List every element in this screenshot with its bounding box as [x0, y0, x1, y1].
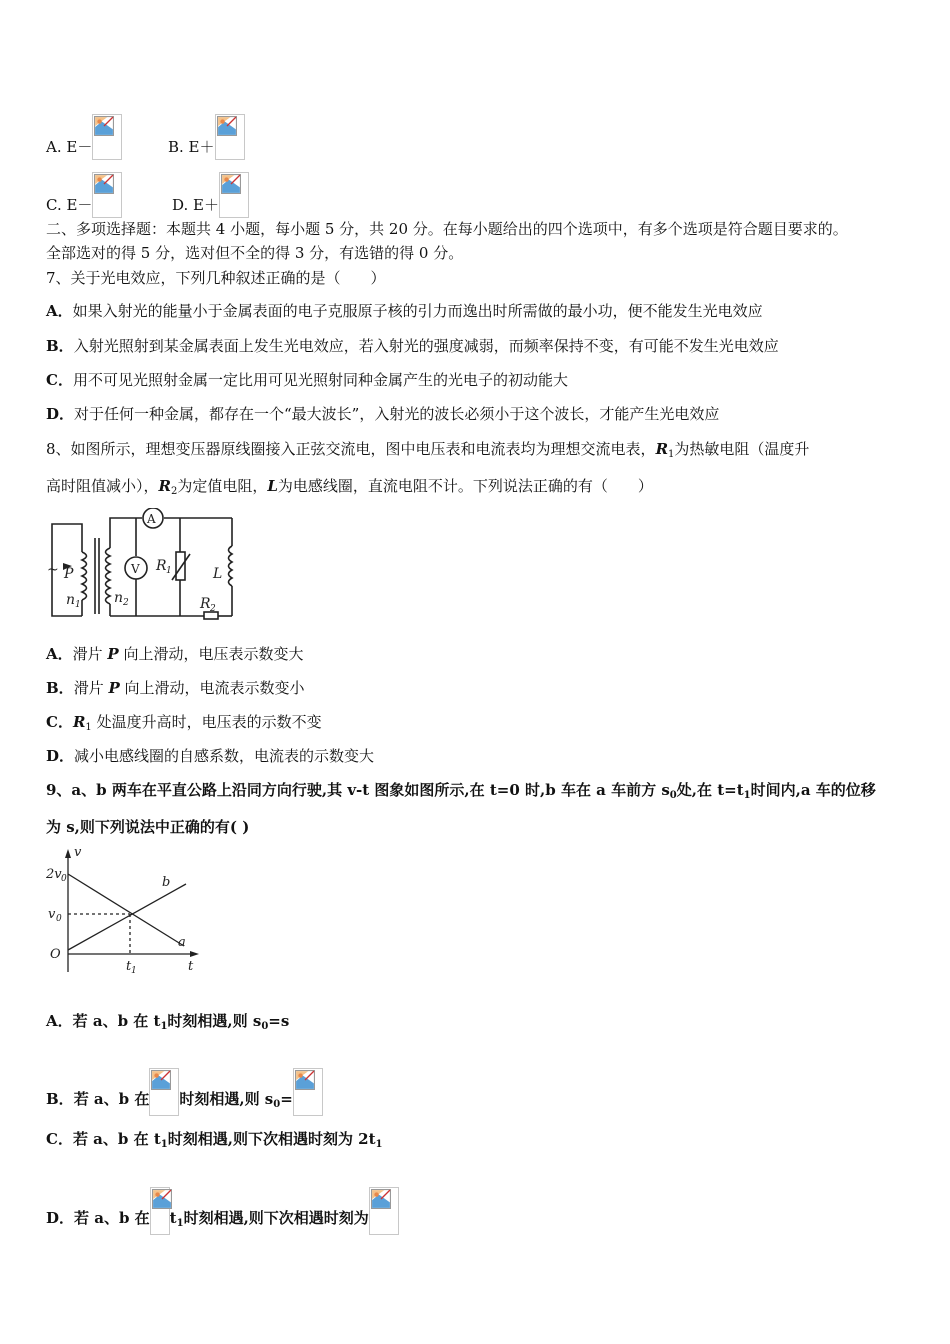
- svg-text:0: 0: [61, 874, 67, 884]
- broken-image-icon: [92, 114, 122, 160]
- broken-image-icon: [219, 172, 249, 218]
- ac-source-symbol: ~: [47, 562, 59, 578]
- svg-text:2: 2: [210, 604, 216, 614]
- q9-option-d: D．若 a、b 在 $t_1$时刻相遇,则下次相遇时刻为: [46, 1187, 399, 1235]
- q8-option-b: B．滑片 P 向上滑动，电流表示数变小: [46, 679, 305, 697]
- svg-text:0: 0: [56, 914, 62, 924]
- q8-option-a: A．滑片 P 向上滑动，电压表示数变大: [46, 645, 304, 663]
- broken-image-icon: [150, 1187, 170, 1235]
- line-b: [68, 884, 186, 950]
- q6-option-a: A. E－: [46, 114, 122, 160]
- q7-option-b: B．入射光照射到某金属表面上发生光电效应，若入射光的强度减弱，而频率保持不变，有可能不发生光电效应: [46, 337, 779, 355]
- 2v0-tick-label: 2v: [46, 867, 62, 882]
- q8-stem-line1: 8、如图所示，理想变压器原线圈接入正弦交流电，图中电压表和电流表均为理想交流电表，$R_1$为热敏电阻（温度升: [46, 440, 810, 460]
- q9-option-a: A．若 a、b 在 $t_1$时刻相遇,则 $s_0=s$: [46, 1012, 290, 1032]
- t-axis-label: t: [188, 959, 194, 974]
- q8-option-d: D．减小电感线圈的自感系数，电流表的示数变大: [46, 747, 375, 765]
- q7-stem: 7、关于光电效应，下列几种叙述正确的是（ ）: [46, 269, 386, 287]
- voltmeter-label: V: [131, 562, 140, 576]
- svg-text:1: 1: [166, 566, 172, 576]
- l-label: L: [213, 566, 223, 582]
- q6-option-b: B. E＋: [168, 114, 245, 160]
- q7-option-a: A．如果入射光的能量小于金属表面的电子克服原子核的引力而逸出时所需做的最小功，便不能发生光电效应: [46, 302, 763, 320]
- q9-option-b: B．若 a、b 在 时刻相遇,则 $s_0=$: [46, 1068, 323, 1116]
- t1-tick-label: t: [126, 959, 132, 974]
- origin-label: O: [50, 947, 61, 962]
- svg-text:2: 2: [123, 598, 129, 608]
- n1-label: n: [66, 592, 76, 608]
- vt-graph: [46, 846, 206, 978]
- q9-option-c: C．若 a、b 在 $t_1$时刻相遇,则下次相遇时刻为 $2t_1$: [46, 1130, 383, 1150]
- r2-label: R: [200, 596, 211, 612]
- q6-option-d: D. E＋: [172, 172, 249, 218]
- r1-label: R: [156, 558, 167, 574]
- broken-image-icon: [215, 114, 245, 160]
- broken-image-icon: [92, 172, 122, 218]
- q9-stem-line2: 为 s,则下列说法中正确的有( ): [46, 818, 250, 836]
- broken-image-icon: [293, 1068, 323, 1116]
- v0-tick-label: v: [48, 907, 56, 922]
- broken-image-icon: [149, 1068, 179, 1116]
- n2-label: n: [114, 590, 124, 606]
- broken-image-icon: [369, 1187, 399, 1235]
- q8-option-c: C．$R_1$ 处温度升高时，电压表的示数不变: [46, 713, 322, 733]
- line-a-label: a: [178, 935, 186, 950]
- v-axis-label: v: [74, 846, 82, 860]
- q8-stem-line2: 高时阻值减小），$R_2$为定值电阻，L为电感线圈，直流电阻不计。下列说法正确的有（ ）: [46, 477, 653, 497]
- section2-intro-line2: 全部选对的得 5 分，选对但不全的得 3 分，有选错的得 0 分。: [46, 244, 464, 262]
- section2-intro-line1: 二、多项选择题：本题共 4 小题，每小题 5 分，共 20 分。在每小题给出的四个选项中，有多个选项是符合题目要求的。: [46, 220, 848, 238]
- q7-option-c: C．用不可见光照射金属一定比用可见光照射同种金属产生的光电子的初动能大: [46, 371, 568, 389]
- svg-text:1: 1: [131, 966, 137, 976]
- q7-option-d: D．对于任何一种金属，都存在一个“最大波长”，入射光的波长必须小于这个波长，才能产生光电效应: [46, 405, 720, 423]
- ammeter-label: A: [147, 512, 156, 526]
- line-b-label: b: [162, 875, 171, 890]
- q6-option-c: C. E－: [46, 172, 122, 218]
- circuit-diagram: [46, 508, 242, 626]
- svg-text:1: 1: [75, 600, 81, 610]
- slider-label: P: [64, 566, 74, 582]
- q9-stem-line1: 9、a、b 两车在平直公路上沿同方向行驶,其 v-t 图象如图所示,在 t=0 时,b 车在 a 车前方 $s_0$处,在 $t=t_1$时间内,a 车的位移: [46, 781, 876, 801]
